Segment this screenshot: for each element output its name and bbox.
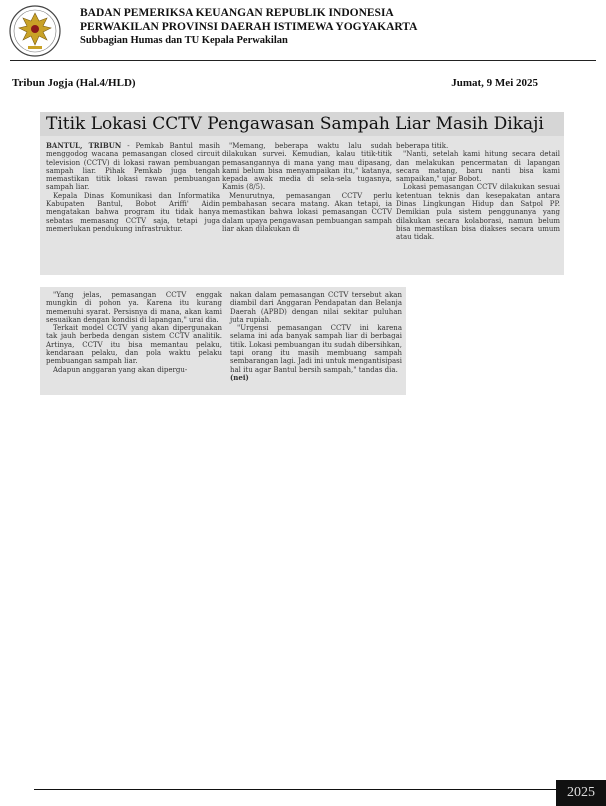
publication-date: Jumat, 9 Mei 2025 [451,77,538,89]
article-column-4 [46,291,222,374]
paragraph: - Pemkab Bantul masih menggodog wacana pemasangan closed circuit television (CCTV) di lokasi rawan pembuangan sampah liar. Pihak Pemkab juga tengah memastikan titik lokasi rawan pembuangan sampah liar. [46,142,221,192]
article-column-1 [46,142,220,233]
bpk-emblem-icon [8,4,62,58]
paragraph: "Memang, beberapa waktu lalu sudah dilakukan survei. Kemudian, kalau titik-titik pemasangannya di mana yang mau dipasang, kami belum bisa menyampaikan itu," katanya, kepada awak media di sela-sela tugasnya, Kamis (8/5). [222,142,392,192]
paragraph: "Yang jelas, pemasangan CCTV enggak mungkin di pohon ya. Karena itu kurang memenuhi syarat. Persisnya di mana, akan kami sesuaikan dengan kondisi di lapangan," urai dia. [46,291,222,324]
letterhead [80,6,417,48]
source-label: Tribun Jogja (Hal.4/HLD) [12,77,136,89]
author-initials: (nei) [230,372,249,382]
footer-divider [34,789,556,790]
paragraph: Terkait model CCTV yang akan dipergunakan tak jauh berbeda dengan sistem CCTV analitik. Artinya, CCTV itu bisa memantau pelaku, kendaraan pelaku, dan pola waktu pelaku pembuangan sampah liar. [46,324,222,366]
article-clipping-top [40,112,564,275]
paragraph: nakan dalam pemasangan CCTV tersebut akan diambil dari Anggaran Pendapatan dan Belanja Daerah (APBD) dengan nilai sekitar puluhan juta rupiah. [230,291,402,324]
office-name: PERWAKILAN PROVINSI DAERAH ISTIMEWA YOGYAKARTA [80,21,418,33]
header-divider [10,60,596,61]
institution-name: BADAN PEMERIKSA KEUANGAN REPUBLIK INDONESIA [80,7,394,19]
paragraph: "Nanti, setelah kami hitung secara detail dan melakukan pencermatan di lapangan secara matang, baru nanti bisa kami sampaikan," ujar Bobot. [396,150,560,184]
paragraph: "Urgensi pemasangan CCTV ini karena selama ini ada banyak sampah liar di berbagai titik. Lokasi pembuangan itu sudah dibersihkan, tapi orang itu masih membuang sampah sembarangan lagi. Jadi ini untuk mengantisipasi hal itu agar Bantul bersih sampah," tandas dia. [230,324,402,374]
dateline: BANTUL, TRIBUN [46,141,122,150]
paragraph: beberapa titik. [396,142,449,150]
paragraph: Menurutnya, pemasangan CCTV perlu pembahasan secara matang. Akan tetapi, ia memastikan bahwa lokasi pemasangan CCTV dalam upaya pengawasan pembuangan sampah liar akan dilakukan di [222,191,392,233]
article-column-2 [222,142,392,233]
article-title: Titik Lokasi CCTV Pengawasan Sampah Liar Masih Dikaji [40,112,564,136]
article-clipping-bottom [40,287,406,395]
article-column-3 [396,142,560,242]
unit-name: Subbagian Humas dan TU Kepala Perwakilan [80,35,288,46]
footer-year-badge: 2025 [556,780,606,806]
paragraph: Adapun anggaran yang akan dipergu- [53,365,188,374]
paragraph: Kepala Dinas Komunikasi dan Informatika Kabupaten Bantul, Bobot Ariffi' Aidin mengatakan bahwa program itu tidak hanya sebatas memasang CCTV saja, tetapi juga memerlukan pendukung infrastruktur. [46,191,220,233]
article-column-5 [230,291,402,382]
paragraph: Lokasi pemasangan CCTV dilakukan sesuai ketentuan teknis dan kesepakatan antara Dinas Lingkungan Hidup dan Satpol PP. Demikian pula sistem penggunanya yang dilakukan secara kolaborasi, namun belum bisa memastikan bisa diakses secara umum atau tidak. [396,183,560,242]
